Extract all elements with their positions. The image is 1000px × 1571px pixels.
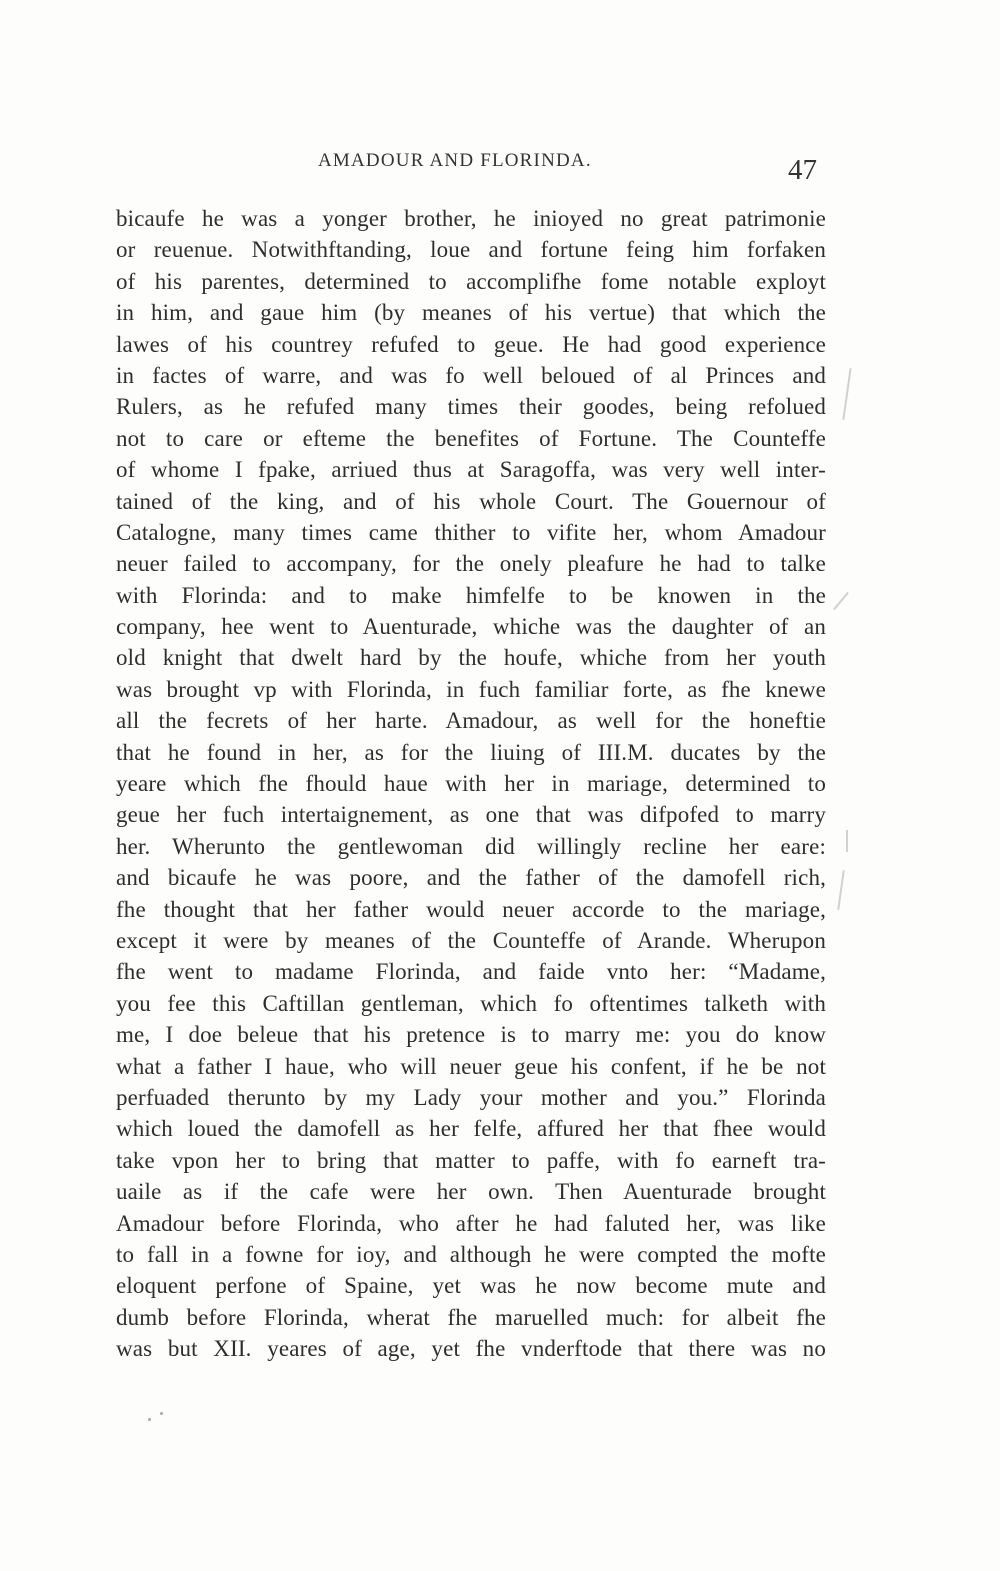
text-line: which loued the damofell as her felfe, affured her that fhee would — [116, 1116, 826, 1142]
scan-speck — [160, 1412, 163, 1415]
text-line: was but XII. yeares of age, yet fhe vnderftode that there was no — [116, 1336, 826, 1362]
text-line: tained of the king, and of his whole Court. The Gouernour of — [116, 488, 826, 514]
page-number: 47 — [788, 154, 817, 186]
text-line: to fall in a fowne for ioy, and although he were compted the mofte — [116, 1241, 826, 1267]
text-line: me, I doe beleue that his pretence is to marry me: you do know — [116, 1022, 826, 1048]
text-line: was brought vp with Florinda, in fuch familiar forte, as fhe knewe — [116, 676, 826, 702]
body-text — [116, 203, 826, 1364]
text-line: except it were by meanes of the Counteffe of Arande. Wherupon — [116, 927, 826, 953]
margin-pencil-mark — [833, 592, 849, 610]
text-line: perfuaded therunto by my Lady your mother and you.” Florinda — [116, 1084, 826, 1110]
text-line: fhe went to madame Florinda, and faide vnto her: “Madame, — [116, 959, 826, 985]
text-line: not to care or efteme the benefites of Fortune. The Counteffe — [116, 425, 826, 451]
text-line: that he found in her, as for the liuing of III.M. ducates by the — [116, 739, 826, 765]
margin-pencil-mark — [846, 830, 848, 852]
margin-pencil-mark — [837, 870, 845, 910]
text-line: with Florinda: and to make himfelfe to be knowen in the — [116, 582, 826, 608]
text-line: you fee this Caftillan gentleman, which fo oftentimes talketh with — [116, 990, 826, 1016]
text-line: in factes of warre, and was fo well beloued of al Princes and — [116, 362, 826, 388]
scan-speck — [148, 1418, 151, 1421]
text-line: in him, and gaue him (by meanes of his vertue) that which the — [116, 300, 826, 326]
text-line: and bicaufe he was poore, and the father of the damofell rich, — [116, 865, 826, 891]
running-title: AMADOUR AND FLORINDA. — [318, 150, 592, 171]
text-line: Catalogne, many times came thither to vifite her, whom Amadour — [116, 519, 826, 545]
text-line: her. Wherunto the gentlewoman did willingly recline her eare: — [116, 833, 826, 859]
text-line: bicaufe he was a yonger brother, he inioyed no great patrimonie — [116, 206, 826, 231]
text-line: lawes of his countrey refufed to geue. He had good experience — [116, 331, 826, 357]
text-line: take vpon her to bring that matter to paffe, with fo earneft tra- — [116, 1147, 826, 1173]
text-line: Amadour before Florinda, who after he had faluted her, was like — [116, 1210, 826, 1236]
margin-pencil-mark — [842, 368, 851, 420]
text-line: of whome I fpake, arriued thus at Saragoffa, was very well inter- — [116, 457, 826, 483]
text-line: eloquent perfone of Spaine, yet was he now become mute and — [116, 1273, 826, 1299]
text-line: or reuenue. Notwithftanding, loue and fortune feing him forfaken — [116, 237, 826, 263]
text-line: old knight that dwelt hard by the houfe, whiche from her youth — [116, 645, 826, 671]
text-line: neuer failed to accompany, for the onely pleafure he had to talke — [116, 551, 826, 577]
text-line: all the fecrets of her harte. Amadour, as well for the honeftie — [116, 708, 826, 734]
text-line: what a father I haue, who will neuer geue his confent, if he be not — [116, 1053, 826, 1079]
text-line: of his parentes, determined to accomplifhe fome notable exployt — [116, 268, 826, 294]
text-line: fhe thought that her father would neuer accorde to the mariage, — [116, 896, 826, 922]
text-line: uaile as if the cafe were her own. Then Auenturade brought — [116, 1179, 826, 1205]
text-line: dumb before Florinda, wherat fhe maruelled much: for albeit fhe — [116, 1304, 826, 1330]
text-line: geue her fuch intertaignement, as one that was difpofed to marry — [116, 802, 826, 828]
text-line: Rulers, as he refufed many times their goodes, being refolued — [116, 394, 826, 420]
text-line: company, hee went to Auenturade, whiche was the daughter of an — [116, 614, 826, 640]
text-line: yeare which fhe fhould haue with her in mariage, determined to — [116, 771, 826, 797]
